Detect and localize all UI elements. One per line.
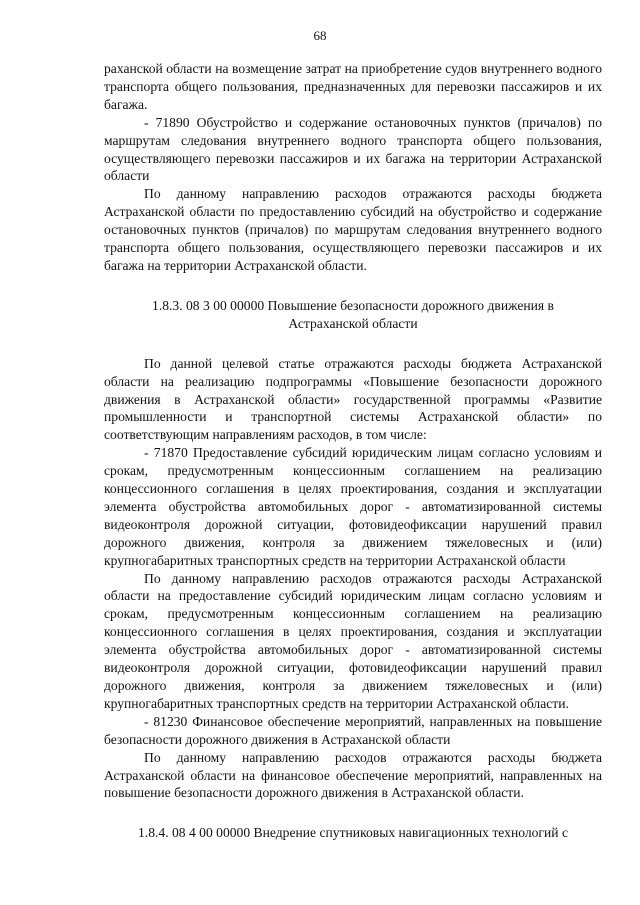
- page-number: 68: [313, 28, 327, 43]
- paragraph-item-71870: - 71870 Предоставление субсидий юридическим лицам согласно условиям и срокам, предусмотренным концессионным соглашением на реализацию концессионного соглашения в целях проектирования, создания и эксплуатации элемента обустройства автомобильных дорог - автоматизированной системы видеоконтроля дорожной ситуации, фотовидеофиксации нарушений правил дорожного движения, контроля за движением тяжеловесных и (или) крупногабаритных транспортных средств на территории Астраханской области: [104, 445, 602, 568]
- paragraph-continuation: раханской области на возмещение затрат на приобретение судов внутреннего водного транспорта общего пользования, предназначенных для перевозки пассажиров и их багажа.: [104, 61, 602, 112]
- paragraph-description-71890: По данному направлению расходов отражаются расходы бюджета Астраханской области по предоставлению субсидий на обустройство и содержание остановочных пунктов (причалов) по маршрутам следования внутреннего водного транспорта общего пользования, осуществляющего перевозки пассажиров и их багажа на территории Астраханской области.: [104, 186, 602, 273]
- spacer: [104, 333, 602, 355]
- page-content: [104, 60, 602, 842]
- paragraph-target-article: По данной целевой статье отражаются расходы бюджета Астраханской области на реализацию подпрограммы «Повышение безопасности дорожного движения в Астраханской области» государственной программы «Развитие промышленности и транспортной системы Астраханской области» по соответствующим направлениям расходов, в том числе:: [104, 355, 602, 443]
- paragraph-description-71870: По данному направлению расходов отражаются расходы Астраханской области на предоставление субсидий юридическим лицам согласно условиям и срокам, предусмотренным концессионным соглашением на реализацию концессионного соглашения в целях проектирования, создания и эксплуатации элемента обустройства автомобильных дорог - автоматизированной системы видеоконтроля дорожной ситуации, фотовидеофиксации нарушений правил дорожного движения, контроля за движением тяжеловесных и (или) крупногабаритных транспортных средств на территории Астраханской области.: [104, 570, 602, 711]
- spacer: [104, 275, 602, 297]
- spacer: [104, 802, 602, 824]
- paragraph-item-71890: - 71890 Обустройство и содержание остановочных пунктов (причалов) по маршрутам следования внутреннего водного транспорта общего пользования, осуществляющего перевозки пассажиров и их багажа на территории Астраханской области: [104, 114, 602, 184]
- paragraph-description-81230: По данному направлению расходов отражаются расходы бюджета Астраханской области на финансовое обеспечение мероприятий, направленных на повышение безопасности дорожного движения в Астраханской области.: [104, 749, 602, 801]
- section-heading-1-8-3: [104, 297, 602, 333]
- section-heading-1-8-3-line1: 1.8.3. 08 3 00 00000 Повышение безопасности дорожного движения в: [152, 297, 554, 313]
- section-heading-1-8-4: 1.8.4. 08 4 00 00000 Внедрение спутниковых навигационных технологий с: [138, 825, 568, 841]
- section-heading-1-8-3-line2: Астраханской области: [288, 315, 418, 331]
- paragraph-item-81230: - 81230 Финансовое обеспечение мероприятий, направленных на повышение безопасности дорожного движения в Астраханской области: [104, 713, 602, 747]
